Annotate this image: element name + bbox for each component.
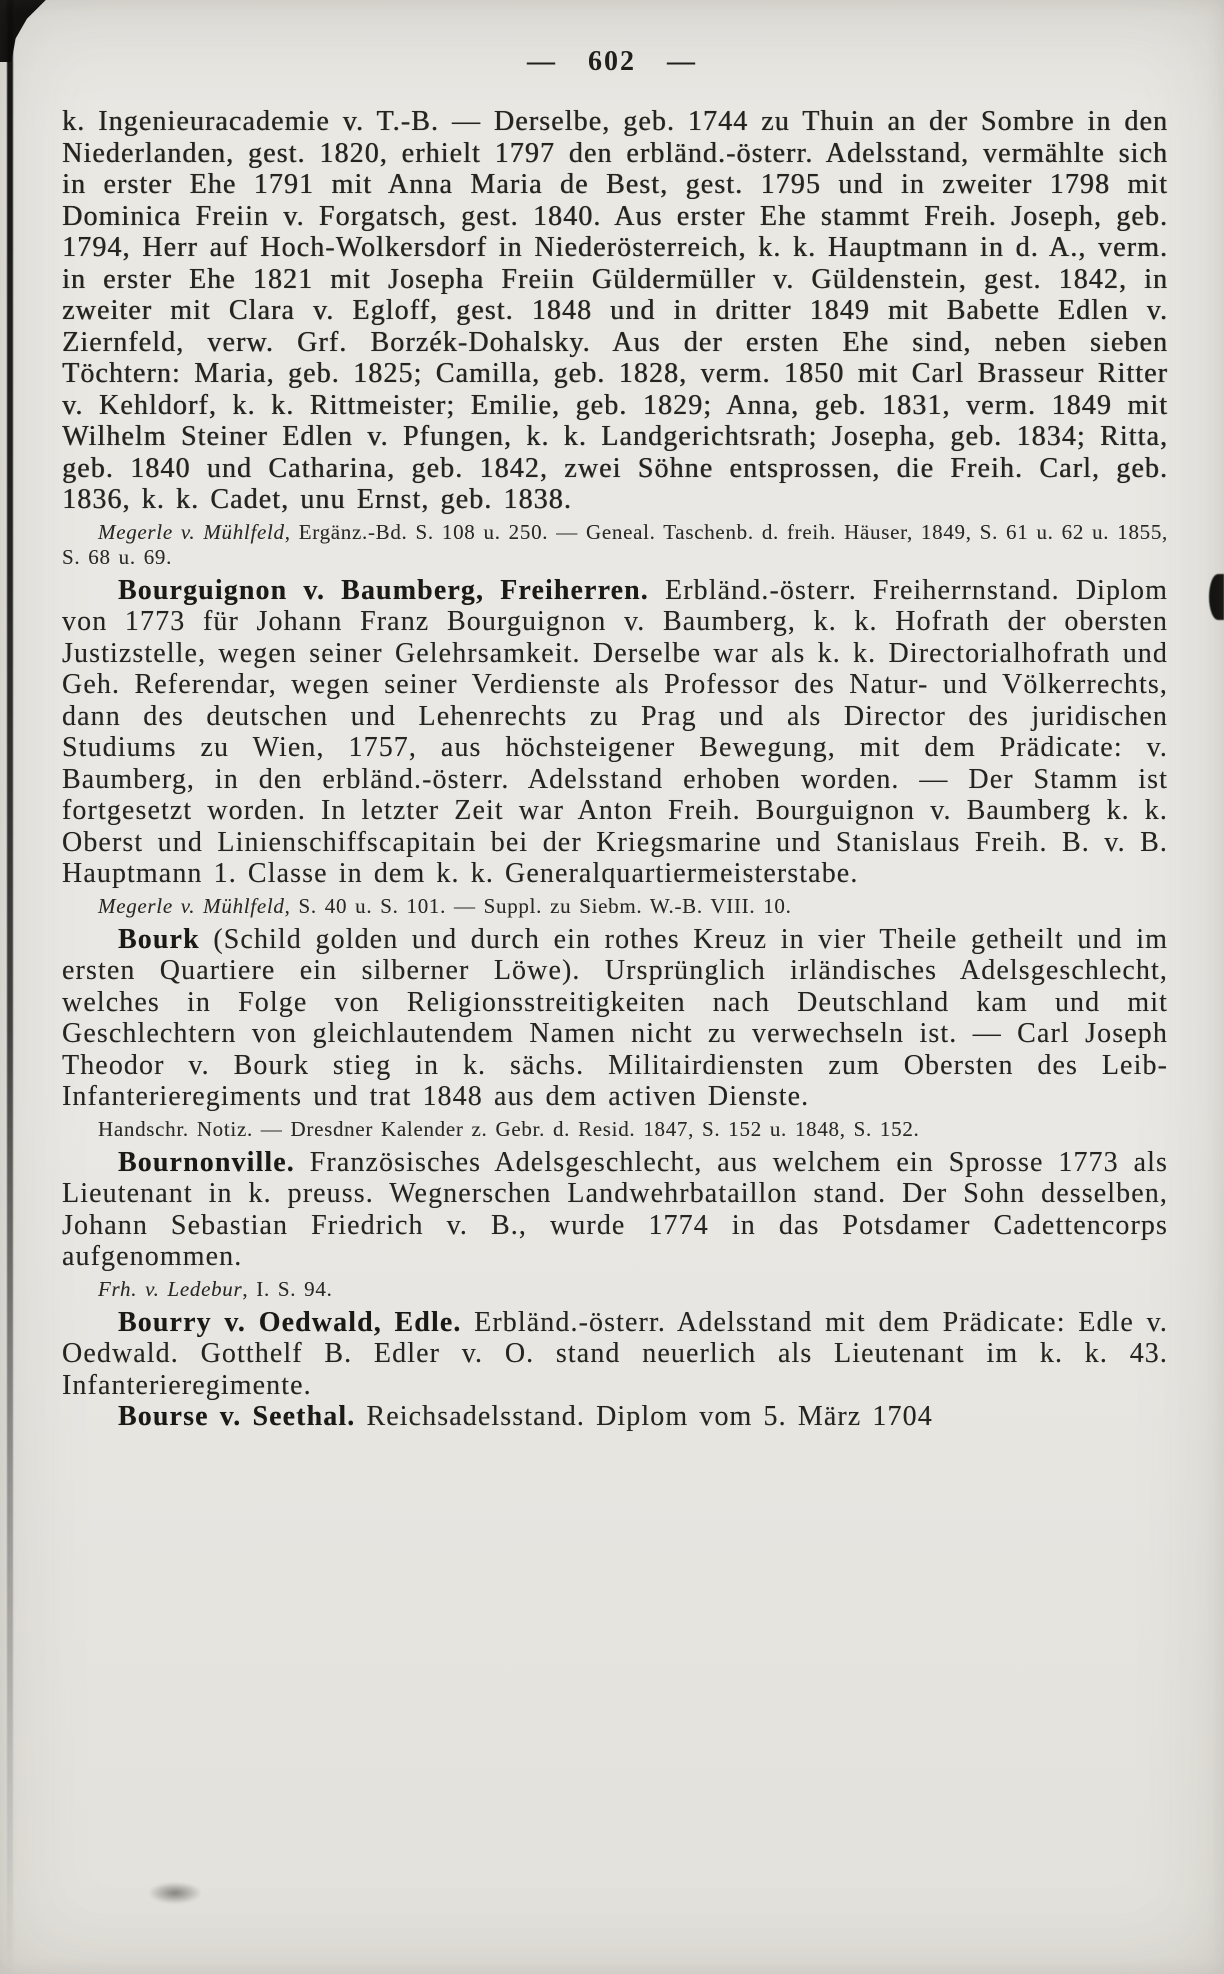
entry-headword: Bourse v. Seethal. [118, 1401, 356, 1432]
entry-headword: Bourguignon v. Baumberg, Freiherren. [118, 574, 649, 606]
scan-artifact-bottom-smudge [148, 1882, 202, 1904]
entry-headword: Bourk [118, 923, 200, 955]
citation-handschr-notiz [62, 1117, 1168, 1142]
text-segment: , Ergänz.-Bd. S. 108 u. 250. — Geneal. Taschenb. d. freih. Häuser, 1849, S. 61 u. 62 u. 1855, S. 68 u. 69. [62, 519, 1168, 569]
text-segment: Frh. v. Ledebur [98, 1276, 243, 1301]
entry-headword: Bourry v. Oedwald, Edle. [118, 1306, 462, 1338]
entry-bourse-v-seethal [62, 1401, 1168, 1433]
paragraph-continuation-bourguignon [62, 106, 1168, 516]
text-segment: k. Ingenieuracademie v. T.-B. — Derselbe, geb. 1744 zu Thuin an der Sombre in den Niederlanden, gest. 1820, erhielt 1797 den erbländ.-österr. Adelsstand, vermählte sich in erster Ehe 1791 mit Anna Maria de Best, gest. 1795 und in zweiter 1798 mit Dominica Freiin v. Forgatsch, gest. 1840. Aus erster Ehe stammt Freih. Joseph, geb. 1794, Herr auf Hoch-Wolkersdorf in Niederösterreich, k. k. Hauptmann in d. A., verm. in erster Ehe 1821 mit Josepha Freiin Güldermüller v. Güldenstein, gest. 1842, in zweiter mit Clara v. Egloff, gest. 1848 und in dritter 1849 mit Babette Edlen v. Ziernfeld, verw. Grf. Borzék-Dohalsky. Aus der ersten Ehe sind, neben sieben Töchtern: Maria, geb. 1825; Camilla, geb. 1828, verm. 1850 mit Carl Brasseur Ritter v. Kehldorf, k. k. Rittmeister; Emilie, geb. 1829; Anna, geb. 1831, verm. 1849 mit Wilhelm Steiner Edlen v. Pfungen, k. k. Landgerichtsrath; Josepha, geb. 1834; Ritta, geb. 1840 und Catharina, geb. 1842, zwei Söhne entsprossen, die Freih. Carl, geb. 1836, k. k. Cadet, unu Ernst, geb. 1838. [62, 106, 1168, 515]
text-segment: (Schild golden und durch ein rothes Kreuz in vier Theile getheilt und im ersten Quartiere ein silberner Löwe). Ursprünglich irländisches Adelsgeschlecht, welches in Folge von Religionsstreitigkeiten nach Deutschland kam und mit Geschlechtern von gleichlautendem Namen nicht zu verwechseln ist. — Carl Joseph Theodor v. Bourk stieg in k. sächs. Militairdiensten zum Obersten des Leib-Infanterieregiments und trat 1848 aus dem activen Dienste. [62, 923, 1168, 1112]
text-segment: Handschr. Notiz. — Dresdner Kalender z. Gebr. d. Resid. 1847, S. 152 u. 1848, S. 152. [98, 1116, 920, 1141]
citation-megerle-1 [62, 520, 1168, 570]
entry-bournonville [62, 1147, 1168, 1273]
text-segment: Erbländ.-österr. Freiherrnstand. Diplom von 1773 für Johann Franz Bourguignon v. Baumberg, k. k. Hofrath der obersten Justizstelle, wegen seiner Gelehrsamkeit. Derselbe war als k. k. Directorialhofrath und Geh. Referendar, wegen seiner Verdienste als Professor des Natur- und Völkerrechts, dann des deutschen und Lehenrechts zu Prag und als Director des juridischen Studiums zu Wien, 1757, aus höchsteigener Bewegung, mit dem Prädicate: v. Baumberg, in den erbländ.-österr. Adelsstand erhoben worden. — Der Stamm ist fortgesetzt worden. In letzter Zeit war Anton Freih. Bourguignon v. Baumberg k. k. Oberst und Linienschiffscapitain bei der Kriegsmarine und Stanislaus Freih. B. v. B. Hauptmann 1. Classe in dem k. k. Generalquartiermeisterstabe. [62, 574, 1168, 889]
text-segment: Megerle v. Mühlfeld [98, 893, 285, 918]
text-segment: Megerle v. Mühlfeld [98, 519, 285, 544]
entry-bourry-v-oedwald [62, 1307, 1168, 1402]
text-segment: Erbländ.-österr. Adelsstand mit dem Prädicate: Edle v. Oedwald. Gotthelf B. Edler v. O. stand neuerlich als Lieutenant im k. k. 43. Infanterieregimente. [62, 1306, 1169, 1401]
text-segment: Französisches Adelsgeschlecht, aus welchem ein Sprosse 1773 als Lieutenant in k. preuss. Wegnerschen Landwehrbataillon stand. Der Sohn desselben, Johann Sebastian Friedrich v. B., wurde 1774 in das Potsdamer Cadettencorps aufgenommen. [62, 1146, 1168, 1272]
text-segment: , S. 40 u. S. 101. — Suppl. zu Siebm. W.-B. VIII. 10. [284, 893, 792, 918]
entry-bourguignon-v-baumberg [62, 575, 1168, 890]
text-segment: Reichsadelsstand. Diplom vom 5. März 1704 [355, 1401, 933, 1432]
scan-artifact-left-edge-line [7, 0, 13, 1974]
text-segment: , I. S. 94. [242, 1276, 333, 1301]
citation-megerle-2 [62, 894, 1168, 919]
entry-bourk [62, 924, 1168, 1113]
text-column [62, 106, 1168, 1433]
page-number: — 602 — [527, 46, 697, 77]
entry-headword: Bournonville. [118, 1146, 295, 1178]
scan-artifact-right-edge-blob [1209, 574, 1224, 620]
citation-ledebur [62, 1277, 1168, 1302]
